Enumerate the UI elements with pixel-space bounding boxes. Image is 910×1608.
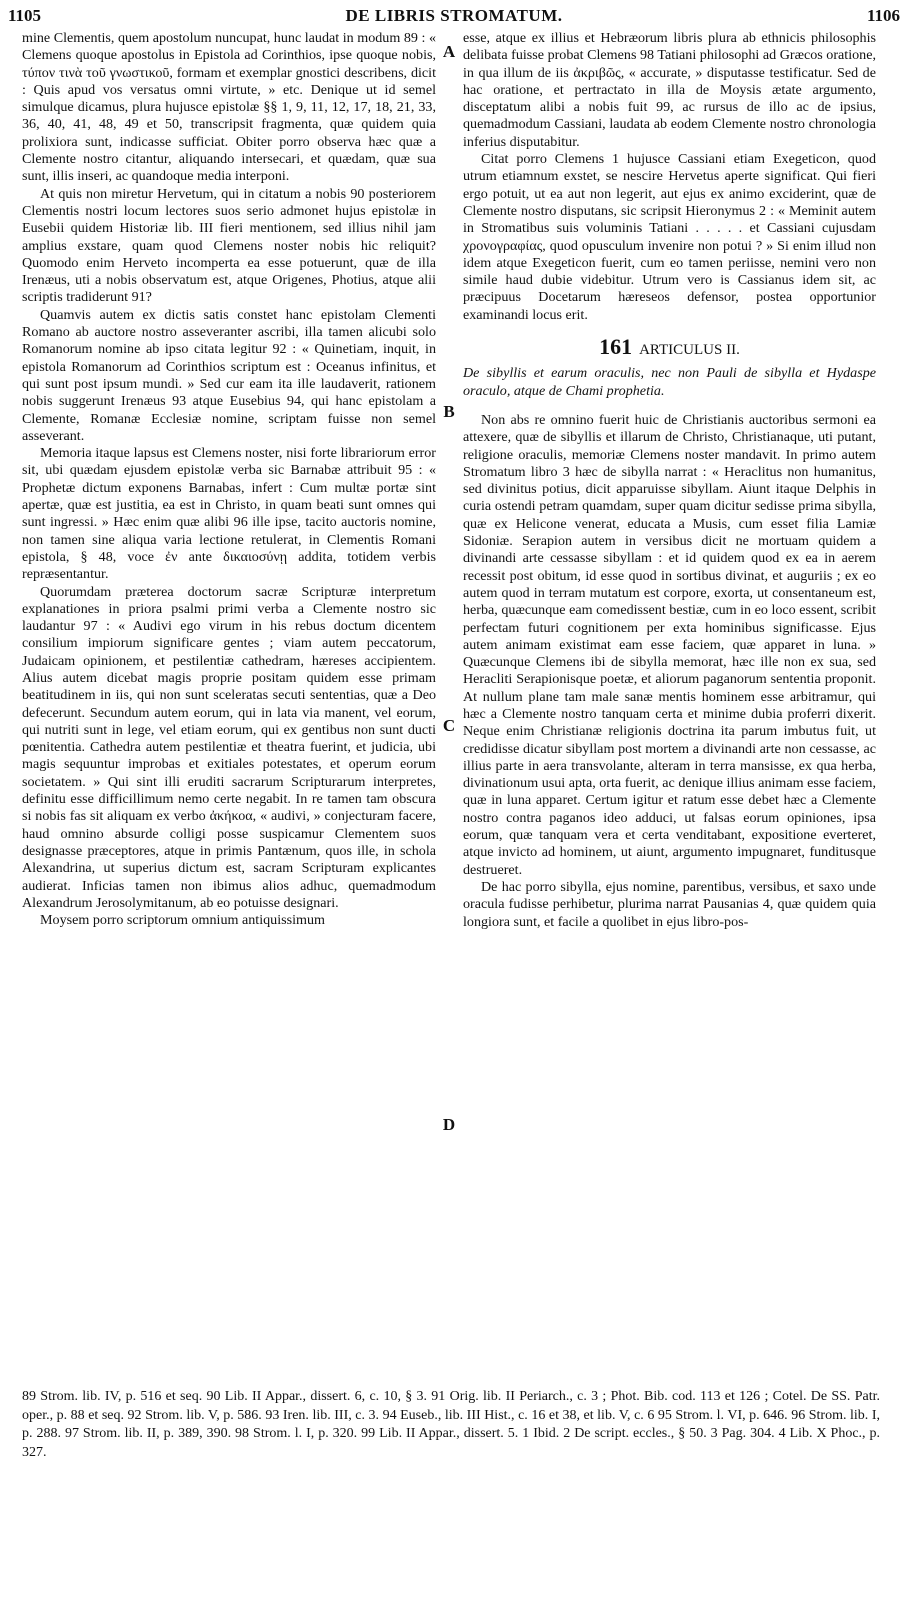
paragraph: Citat porro Clemens 1 hujusce Cassiani etiam Exegeticon, quod utrum etiamnum exstet, se nescire Hervetus aperte significat. Qui fieri ergo potuit, ut ea aut non legerit, aut ejus ex animo exciderint, quæ de Clemente nostro disputans, sic scripsit Hieronymus 2 : « Meminit autem in Stromatibus suis voluminis Tatiani . . . . . et Cassiani cujusdam χρονογραφίας, quod opusculum invenire non potui ? » Si enim illud non idem atque Exegeticon fuerit, cum eo tamen periisse, nemini vero non simile haud dubie videbitur. Utrum vero is Cassianus idem sit, ac præcipuus Docetarum hæreseos defensor, postea opportunior examinandi locus erit. [463,151,876,323]
running-title: DE LIBRIS STROMATUM. [345,6,563,25]
margin-marker-c: C [442,716,456,735]
margin-marker-b: B [443,402,455,421]
left-column [22,30,436,929]
paragraph: mine Clementis, quem apostolum nuncupat, hunc laudat in modum 89 : « Clemens quoque apostolus in Epistola ad Corinthios, ipse quoque nobis, τύπον τινὰ τοῦ γνωστικοῦ, formam et exemplar gnostici describens, dicit : Quis apud vos versatus omni virtute, » etc. Denique ut id semel simulque dicamus, plura hujusce epistolæ §§ 1, 9, 11, 12, 17, 18, 21, 33, 36, 40, 41, 48, 49 et 50, transcripsit fragmenta, quæ quidem quia prolixiora sunt, indicasse sufficiat. Obiter porro observa hæc quæ a Clemente nostro citantur, aliquando intersecari, et quædam, quæ sua sunt, illis inseri, ac quandoque media interponi. [22,30,436,185]
article-heading [463,334,876,360]
paragraph: De hac porro sibylla, ejus nomine, parentibus, versibus, et saxo unde oracula fudisse perhibetur, plurima narrat Pausanias 4, quæ quidem quia longiora sunt, et facile a quolibet in ejus libro-pos- [463,878,876,930]
margin-marker-d: D [442,1115,456,1134]
paragraph: esse, atque ex illius et Hebræorum libris plura ab ethnicis philosophis delibata fuisse probat Clemens 98 Tatiani philosophi ad Græcos oratione, in qua illum de iis ἀκριβῶς, « accurate, » disputasse testificatur. Sed de hac oratione, et pertractato in illa de Moysis ætate argumento, disceptatum alibi a nobis fuit 99, ac rursus de illo ac de ipsius, quemadmodum Cassiani, laudata ab eodem Clemente nostro chronologia inferius disputabitur. [463,30,876,150]
paragraph: Quorumdam præterea doctorum sacræ Scripturæ interpretum explanationes in priora psalmi primi verba a Clemente nostro sic laudantur 97 : « Audivi ego virum in his rebus doctum dicentem consilium impiorum significare gentes ; viam autem peccatorum, Judaicam opinionem, et pestilentiæ cathedram, hæreses accipientem. Alius autem dicebat magis proprie positam quidem esse primam beatitudinem in iis, qui non sunt sceleratas secuti sententias, quæ a Deo defecerunt. Secundum autem eorum, qui in lata via manent, vel eorum, qui nutriti sunt in lege, vel etiam eorum, qui ex gentibus non sunt ducti pœnitentia. Cathedra autem pestilentiæ et theatra fuerint, et judicia, ubi magis sequuntur improbas et exitiales potestates, et operum eorum societatem. » Qui sint illi eruditi sacrarum Scripturarum interpretes, definitu esse difficillimum nemo certe negabit. In re tamen tam obscura si nobis fas sit aliquam ex verbo ἀκήκοα, « audivi, » conjecturam facere, haud omnino absurde colligi posse suspicamur Clementem suos designasse præceptores, atque in primis Pantænum, quos ille, in schola Alexandrina, ut superius dictum est, sacram Scripturam explicantes audierat. Inficias tamen non ibimus alios adhuc, quemadmodum Alexandrum Jerosolymitanum, ab eo potuisse designari. [22,583,436,911]
margin-marker-a: A [442,42,456,61]
paragraph: Non abs re omnino fuerit huic de Christianis auctoribus sermoni ea attexere, quæ de sibyllis et illarum de Christo, Christianaque, uti putant, religione oraculis, memoriæ Clemens noster mandavit. In primo autem Stromatum libro 3 hæc de sibylla narrat : « Heraclitus non humanitus, sed divinitus potius, dicit apparuisse sibyllam. Aiunt itaque Delphis in curia ostendi petram quamdam, super quam dicitur sedisse prima sibylla, quæ ex Helicone venerat, educata a Musis, cum esset filia Lamiæ Sidoniæ. Serapion autem in versibus dicit ne mortuam quidem a divinandi arte cessasse sibyllam : et id quidem quod ex ea in aerem recessit post obitum, id esse quod in sortibus divinat, et auguriis ; ex eo autem quod in terram mutatum est corpore, exorta, ut consentaneum est, herba, quæcunque eam comedissent bestiæ, cum in eo loco essent, scribit perfectam futuri cognitionem per exta hominibus significasse. Ejus autem animam existimat eam esse faciem, quæ apparet in luna. » Quæcunque Clemens ibi de sibylla memorat, hæc ille non ex sua, sed Heracliti Serapionisque poetæ, et aliorum paganorum sententia proponit. At nullum plane tam male sanæ mentis hominem esse arbitramur, qui hæc a Clemente nostro tanquam certa et minime dubia proferri dixerit. Neque enim Christianæ religionis doctrina ita parum imbutus fuit, ut credidisse dicatur sibyllam post mortem a divinandi arte non cessasse, ac illius parte in aera transvolante, alteram in terra mansisse, ex qua herba, divinationum usui apta, orta fuerit, ac denique illius animam esse faciem, quæ in luna apparet. Certum igitur et ratum esse debet hæc a Clemente nostro contra paganos ideo adduci, ut falsas eorum opiniones, ipsa eorum, quæ tanquam vera et certa venditabant, expositione everteret, atque invicto ad hominem, ut aiunt, argumento impugnaret, funditusque destrueret. [463,411,876,878]
running-header [8,6,900,30]
paragraph: Moysem porro scriptorum omnium antiquissimum [40,912,325,929]
article-number: 161 [599,334,633,360]
article-title: ARTICULUS II. [639,342,740,359]
paragraph: Quamvis autem ex dictis satis constet hanc epistolam Clementi Romano ab auctore nostro asseveranter ascribi, illa tamen alicubi solo Romanorum nomine ab ipso citata legitur 92 : « Quinetiam, inquit, in epistola Romanorum ad Corinthios scriptum est : Oceanus infinitus, et qui sunt post ipsum mundi. » Sed cur eam ita ille laudaverit, rationem nobis suggerunt Irenæus 93 atque Eusebius 94, qui hanc epistolam a Clemente, Romanæ Ecclesiæ nomine, scriptam fuisse non semel asseverant. [22,306,436,444]
right-column [463,30,876,931]
footnotes [22,1388,880,1462]
page-number-right: 1106 [866,6,900,25]
page-number-left: 1105 [8,6,42,25]
paragraph: Memoria itaque lapsus est Clemens noster, nisi forte librariorum error sit, ubi quædam ejusdem epistolæ verba sic Barnabæ attribuit 95 : « Prophetæ dictum exponens Barnabas, infert : Cum multæ portæ sint apertæ, quæ est justitia, ea est in Christo, in quam beati sunt omnes qui sunt ingressi. » Hæc enim quæ alibi 96 ille ipse, tacito auctoris nomine, non tamen sine aliqua varia lectione retulerat, in Clementis Romani epistola, § 48, voce ἐν ante δικαιοσύνῃ addita, totidem verbis repræsentantur. [22,445,436,583]
paragraph: At quis non miretur Hervetum, qui in citatum a nobis 90 posteriorem Clementis nostri locum lectores suos serio admonet hujus epistolæ in Eusebii quidem Historiæ lib. III fieri mentionem, sed illius nihil jam amplius exstare, quam quod Clemens noster nobis hic reliquit? Quomodo enim Herveto incomperta ea esse potuerunt, quæ de illa Irenæus, uti a nobis observatum est, atque Origenes, Photius, atque alii scriptis tradiderunt 91? [22,185,436,306]
article-subtitle: De sibyllis et earum oraculis, nec non Pauli de sibylla et Hydaspe oraculo, atque de Chami prophetia. [463,365,876,399]
footnote-text: 89 Strom. lib. IV, p. 516 et seq. 90 Lib. II Appar., dissert. 6, c. 10, § 3. 91 Orig. lib. II Periarch., c. 3 ; Phot. Bib. cod. 113 et 126 ; Cotel. De SS. Patr. oper., p. 88 et seq. 92 Strom. lib. V, p. 586. 93 Iren. lib. III, c. 3. 94 Euseb., lib. III Hist., c. 16 et 38, et lib. V, c. 6 95 Strom. l. VI, p. 646. 96 Strom. lib. I, p. 288. 97 Strom. lib. II, p. 389, 390. 98 Strom. l. I, p. 320. 99 Lib. II Appar., dissert. 5. 1 Ibid. 2 De script. eccles., § 50. 3 Pag. 304. 4 Lib. X Phoc., p. 327. [22,1389,880,1460]
